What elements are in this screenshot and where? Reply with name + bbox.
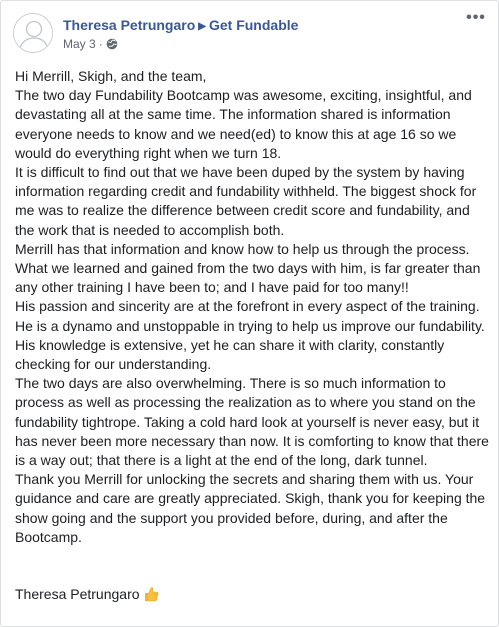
post-paragraph: The two days are also overwhelming. There is so much information to process as well as processing the realization as to where you stand on the fundability tightrope. Taking a cold hard look at yourself is never easy, but it has never been more necessary than now. It is comforting to know that there is a way out; that there is a light at the end of the long, dark tunnel. — [15, 375, 489, 469]
post-paragraph: Hi Merrill, Skigh, and the team, — [15, 68, 207, 84]
group-name-link[interactable]: Get Fundable — [208, 17, 299, 33]
post-body — [15, 67, 491, 547]
author-name-link[interactable]: Theresa Petrungaro — [63, 17, 196, 33]
caret-right-icon: ▶ — [198, 21, 206, 32]
post-paragraph: Merrill has that information and know how to help us through the process. What we learned and gained from the two days with him, is far greater than any other training I have been to; and I have paid for too many!! — [15, 240, 481, 296]
default-avatar-icon — [14, 14, 53, 53]
post-date-link[interactable]: May 3 — [63, 37, 96, 51]
post-meta — [63, 36, 118, 54]
globe-icon[interactable] — [106, 38, 118, 54]
post-header — [13, 9, 488, 57]
signature-name: Theresa Petrungaro — [15, 586, 140, 602]
more-options-icon[interactable]: ••• — [466, 9, 486, 26]
post-paragraph: The two day Fundability Bootcamp was awesome, exciting, insightful, and devastating all at the same time. The information shared is information everyone needs to know and we need(ed) to know this at age 16 so we would do everything right when we turn 18. — [15, 87, 472, 161]
meta-separator: · — [98, 37, 103, 51]
post-title-line — [63, 16, 298, 36]
post-paragraph: It is difficult to find out that we have been duped by the system by having information regarding credit and fundability withheld. The biggest shock for me was to realize the difference between credit score and fundability, and the work that is needed to accomplish both. — [15, 164, 477, 238]
post-signature — [15, 585, 159, 607]
avatar[interactable] — [13, 13, 53, 53]
post-paragraph: His passion and sincerity are at the forefront in every aspect of the training. He is a dynamo and unstoppable in trying to help us improve our fundability. His knowledge is extensive, yet he can share it with clarity, constantly checking for our understanding. — [15, 298, 485, 373]
thumbs-up-icon — [143, 586, 159, 607]
post-paragraph: Thank you Merrill for unlocking the secrets and sharing them with us. Your guidance and care are greatly appreciated. Skigh, thank you for keeping the show going and the support you provided before, during, and after the Bootcamp. — [15, 471, 486, 545]
